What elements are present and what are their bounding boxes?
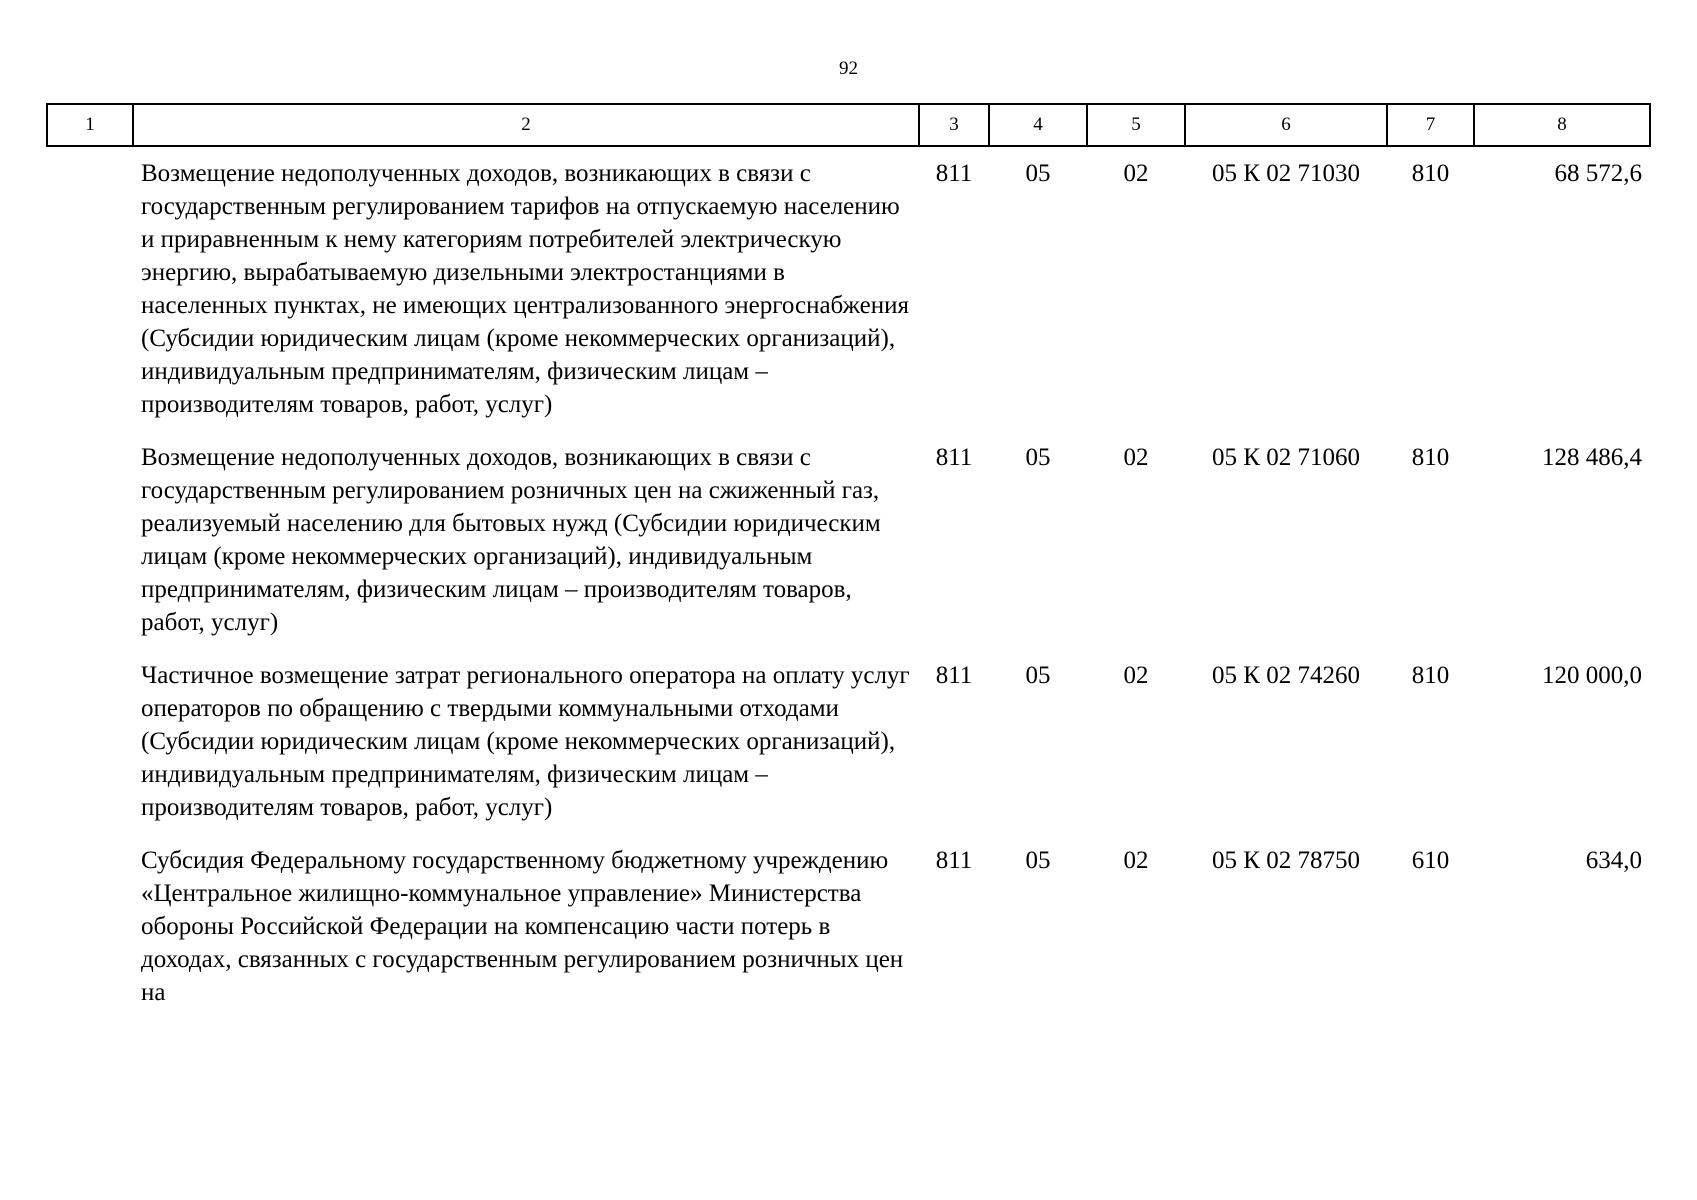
target-article-code: 05 К 02 78750	[1212, 847, 1360, 874]
admin-code: 811	[935, 847, 973, 874]
target-article-code: 05 К 02 71030	[1212, 160, 1360, 187]
amount: 128 486,4	[1542, 444, 1642, 471]
column-header-3: 3	[919, 104, 989, 146]
expense-type-code: 810	[1411, 160, 1450, 187]
column-header-1: 1	[47, 104, 133, 146]
table-row	[47, 146, 1650, 431]
page-number: 92	[839, 58, 858, 79]
target-article-code: 05 К 02 74260	[1212, 662, 1360, 689]
table-row	[47, 431, 1650, 649]
section-code: 05	[1025, 847, 1051, 874]
admin-code: 811	[935, 160, 973, 187]
table-row	[47, 834, 1650, 1019]
column-header-row	[47, 104, 1650, 146]
amount: 120 000,0	[1542, 662, 1642, 689]
section-code: 05	[1025, 160, 1051, 187]
expense-type-code: 610	[1411, 847, 1450, 874]
expense-name: Возмещение недополученных доходов, возникающих в связи с государственным регулированием тарифов на отпускаемую населению и приравненным к нему категориям потребителей электрическую энергию, вырабатываемую дизельными электростанциями в населенных пунктах, не имеющих централизованного энергоснабжения (Субсидии юридическим лицам (кроме некоммерческих организаций), индивидуальным предпринимателям, физическим лицам – производителям товаров, работ, услуг)	[141, 160, 909, 418]
amount: 68 572,6	[1554, 160, 1642, 187]
target-article-code: 05 К 02 71060	[1212, 444, 1360, 471]
budget-table	[46, 103, 1651, 1019]
row-number-cell	[47, 431, 133, 649]
subsection-code: 02	[1123, 160, 1149, 187]
section-code: 05	[1025, 444, 1051, 471]
row-number-cell	[47, 834, 133, 1019]
column-header-8: 8	[1474, 104, 1650, 146]
table-row	[47, 649, 1650, 834]
admin-code: 811	[935, 662, 973, 689]
subsection-code: 02	[1123, 847, 1149, 874]
expense-name: Субсидия Федеральному государственному бюджетному учреждению «Центральное жилищно-коммунальное управление» Министерства обороны Российской Федерации на компенсацию части потерь в доходах, связанных с государственным регулированием розничных цен на	[141, 847, 904, 1006]
expense-name: Частичное возмещение затрат регионального оператора на оплату услуг операторов по обращению с твердыми коммунальными отходами (Субсидии юридическим лицам (кроме некоммерческих организаций), индивидуальным предпринимателям, физическим лицам – производителям товаров, работ, услуг)	[141, 662, 910, 821]
expense-name: Возмещение недополученных доходов, возникающих в связи с государственным регулированием розничных цен на сжиженный газ, реализуемый населению для бытовых нужд (Субсидии юридическим лицам (кроме некоммерческих организаций), индивидуальным предпринимателям, физическим лицам – производителям товаров, работ, услуг)	[141, 444, 881, 636]
amount: 634,0	[1585, 847, 1642, 874]
column-header-7: 7	[1387, 104, 1474, 146]
subsection-code: 02	[1123, 444, 1149, 471]
expense-type-code: 810	[1411, 662, 1450, 689]
column-header-5: 5	[1087, 104, 1185, 146]
subsection-code: 02	[1123, 662, 1149, 689]
section-code: 05	[1025, 662, 1051, 689]
column-header-4: 4	[989, 104, 1087, 146]
admin-code: 811	[935, 444, 973, 471]
expense-type-code: 810	[1411, 444, 1450, 471]
column-header-2: 2	[133, 104, 919, 146]
row-number-cell	[47, 649, 133, 834]
column-header-6: 6	[1185, 104, 1387, 146]
row-number-cell	[47, 146, 133, 431]
